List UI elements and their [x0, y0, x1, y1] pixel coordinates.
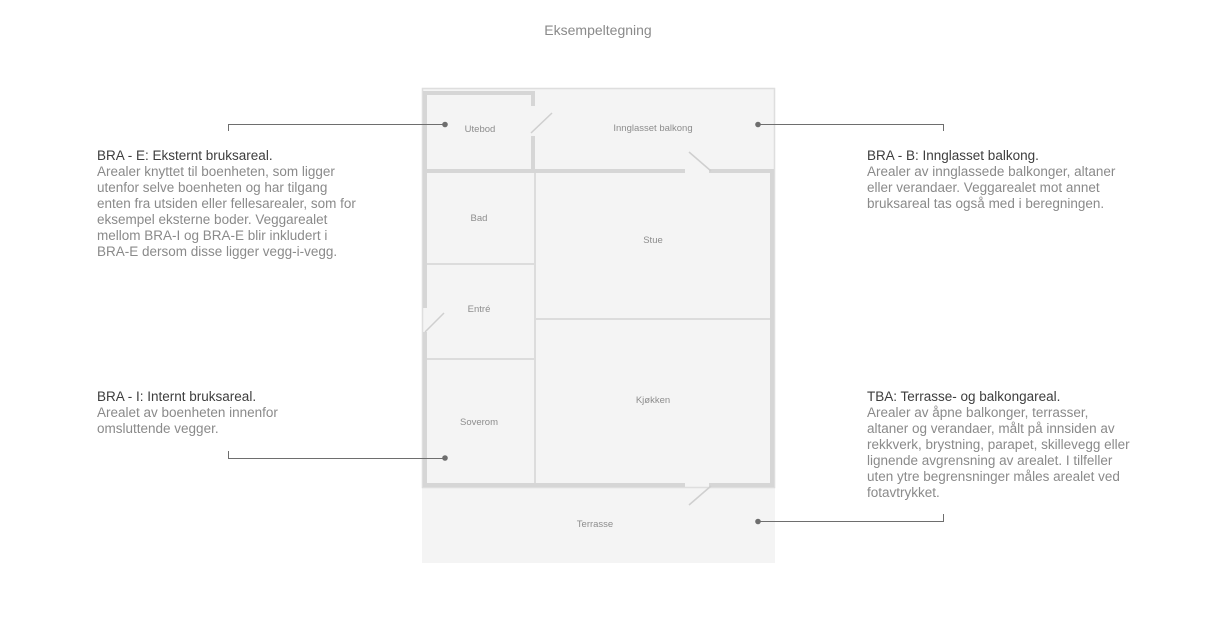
description-tba: [867, 389, 1132, 501]
leader-dot-bra-b: [755, 122, 761, 128]
description-bra-b-body: Arealer av innglassede balkonger, altaner eller verandaer. Veggarealet mot annet bruksareal tas også med i beregningen.: [867, 164, 1116, 211]
description-bra-i-heading: BRA - I: Internt bruksareal.: [97, 389, 257, 404]
leader-line-bra-e: [229, 125, 446, 132]
leader-line-bra-b: [758, 125, 944, 132]
description-bra-e-heading: BRA - E: Eksternt bruksareal.: [97, 148, 273, 163]
room-label-stue: Stue: [643, 235, 663, 246]
room-label-entre: Entré: [467, 304, 491, 315]
room-label-kjokken: Kjøkken: [635, 395, 671, 406]
room-label-bad: Bad: [470, 213, 488, 224]
description-bra-i-body: Arealet av boenheten innenfor omsluttende vegger.: [97, 405, 278, 436]
leader-dot-tba: [755, 519, 761, 525]
description-tba-body: Arealer av åpne balkonger, terrasser, altaner og verandaer, målt på innsiden av rekkverk, brystning, parapet, skillevegg eller lignende avgrensning av arealet. I tilfeller uten ytre begrensninger måles arealet ved fotavtrykket.: [867, 405, 1130, 500]
room-label-terrasse: Terrasse: [576, 519, 614, 530]
diagram-title: Eksempeltegning: [544, 22, 652, 38]
leader-line-tba: [758, 514, 944, 522]
room-label-innglasset-balkong: Innglasset balkong: [613, 123, 693, 134]
description-bra-b: [867, 148, 1132, 212]
leader-dot-bra-e: [442, 122, 448, 128]
description-bra-b-heading: BRA - B: Innglasset balkong.: [867, 148, 1039, 163]
leader-line-bra-i: [229, 451, 446, 459]
description-bra-i: [97, 389, 317, 437]
leader-dot-bra-i: [442, 455, 448, 461]
description-tba-heading: TBA: Terrasse- og balkongareal.: [867, 389, 1061, 404]
description-bra-e-body: Arealer knyttet til boenheten, som ligger utenfor selve boenheten og har tilgang enten fra utsiden eller fellesarealer, som for eksempel eksterne boder. Veggarealet mellom BRA-I og BRA-E blir inkludert i BRA-E dersom disse ligger vegg-i-vegg.: [97, 164, 356, 259]
room-label-soverom: Soverom: [459, 417, 499, 428]
room-label-utebod: Utebod: [464, 124, 496, 135]
floor-area: [422, 88, 775, 488]
description-bra-e: [97, 148, 362, 260]
